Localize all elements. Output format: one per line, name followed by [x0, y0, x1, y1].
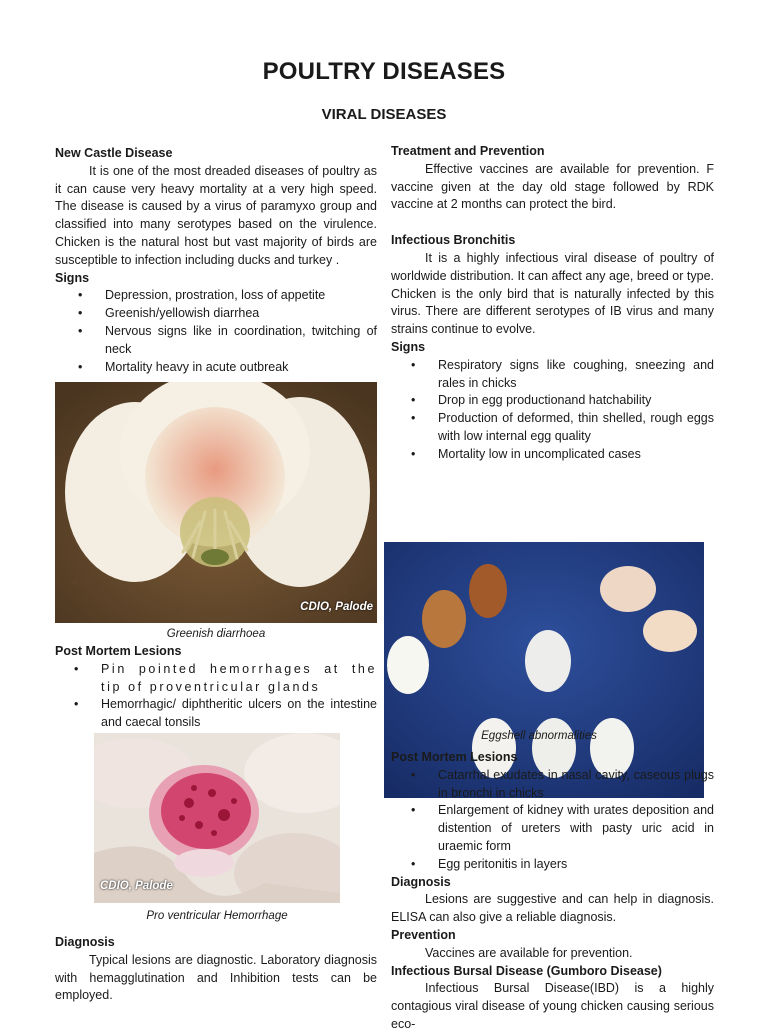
treatment-heading: Treatment and Prevention — [391, 144, 545, 158]
ib-signs-list — [391, 357, 714, 464]
newcastle-diagnosis-heading: Diagnosis — [55, 935, 115, 949]
list-item: • Production of deformed, thin shelled, rough eggs with low internal egg quality — [438, 410, 714, 446]
newcastle-intro: It is one of the most dreaded diseases of poultry as it can cause very heavy mortality at a very high speed. The disease is caused by a virus of paramyxo group and classified into many serotypes based on the virulence. Chicken is the natural host but vast majority of birds are susceptible to infection including ducks and turkey . — [55, 163, 377, 267]
hemorrhage-caption: Pro ventricular Hemorrhage — [146, 910, 288, 922]
ib-heading: Infectious Bronchitis — [391, 233, 516, 248]
list-item: • Greenish/yellowish diarrhea — [105, 305, 377, 323]
ibd-heading: Infectious Bursal Disease (Gumboro Disease) — [391, 963, 662, 978]
newcastle-signs-heading: Signs — [55, 270, 90, 285]
newcastle-pm-heading: Post Mortem Lesions — [55, 644, 182, 658]
ibd-intro: Infectious Bursal Disease(IBD) is a highly contagious viral disease of young chicken causing serious eco- — [391, 981, 714, 1031]
left-column-diagnosis — [55, 934, 377, 1005]
ib-prevention-heading: Prevention — [391, 927, 456, 942]
list-item: • Mortality heavy in acute outbreak — [105, 359, 377, 377]
list-item: • Pin pointed hemorrhages at the tip of proventricular glands — [101, 661, 377, 697]
eggs-caption: Eggshell abnormalities — [481, 730, 597, 742]
diarrhoea-photo — [55, 382, 377, 623]
ib-pm-heading: Post Mortem Lesions — [391, 750, 518, 764]
hemorrhage-image — [94, 733, 340, 903]
list-item: • Egg peritonitis in layers — [438, 856, 714, 874]
page-title: POULTRY DISEASES — [262, 58, 506, 85]
photo-credit: CDIO, Palode — [300, 601, 373, 613]
ib-pm-list — [391, 767, 714, 874]
diarrhoea-caption: Greenish diarrhoea — [166, 628, 266, 640]
photo-credit: CDIO, Palode — [100, 880, 173, 892]
left-column-lower — [55, 643, 377, 732]
list-item: • Depression, prostration, loss of appetite — [105, 287, 377, 305]
list-item: • Catarrhal exudates in nasal cavity, caseous plugs in bronchi in chicks — [438, 767, 714, 803]
left-column — [55, 145, 377, 376]
list-item: • Drop in egg productionand hatchability — [438, 392, 714, 410]
list-item: • Mortality low in uncomplicated cases — [438, 446, 714, 464]
ib-diagnosis-heading: Diagnosis — [391, 874, 451, 889]
ib-prevention: Vaccines are available for prevention. — [425, 945, 633, 960]
newcastle-heading: New Castle Disease — [55, 146, 173, 160]
ib-signs-heading: Signs — [391, 339, 426, 354]
newcastle-diagnosis: Typical lesions are diagnostic. Laboratory diagnosis with hemagglutination and Inhibition tests can be employed. — [55, 952, 377, 1003]
treatment-text: Effective vaccines are available for prevention. F vaccine given at the day old stage followed by RDK vaccine at 2 months can protect the bird. — [391, 161, 714, 212]
list-item: • Hemorrhagic/ diphtheritic ulcers on the intestine and caecal tonsils — [101, 696, 377, 732]
diarrhoea-image — [55, 382, 377, 623]
right-column-lower — [391, 749, 714, 1034]
list-item: • Nervous signs like in coordination, twitching of neck — [105, 323, 377, 359]
section-title: VIRAL DISEASES — [321, 106, 447, 123]
hemorrhage-photo — [94, 733, 340, 903]
list-item: • Respiratory signs like coughing, sneezing and rales in chicks — [438, 357, 714, 393]
newcastle-signs-list — [55, 287, 377, 376]
right-column — [391, 143, 714, 464]
list-item: • Enlargement of kidney with urates deposition and distention of ureters with pasty uric acid in uraemic form — [438, 802, 714, 855]
newcastle-pm-list — [55, 661, 377, 732]
ib-intro: It is a highly infectious viral disease of poultry of worldwide distribution. It can affect any age, breed or type. Chicken is the only bird that is naturally infected by this virus. There are different serotypes of IB virus and many strains continue to evolve. — [391, 250, 714, 337]
ib-diagnosis: Lesions are suggestive and can help in diagnosis. ELISA can also give a reliable diagnosis. — [391, 892, 714, 925]
